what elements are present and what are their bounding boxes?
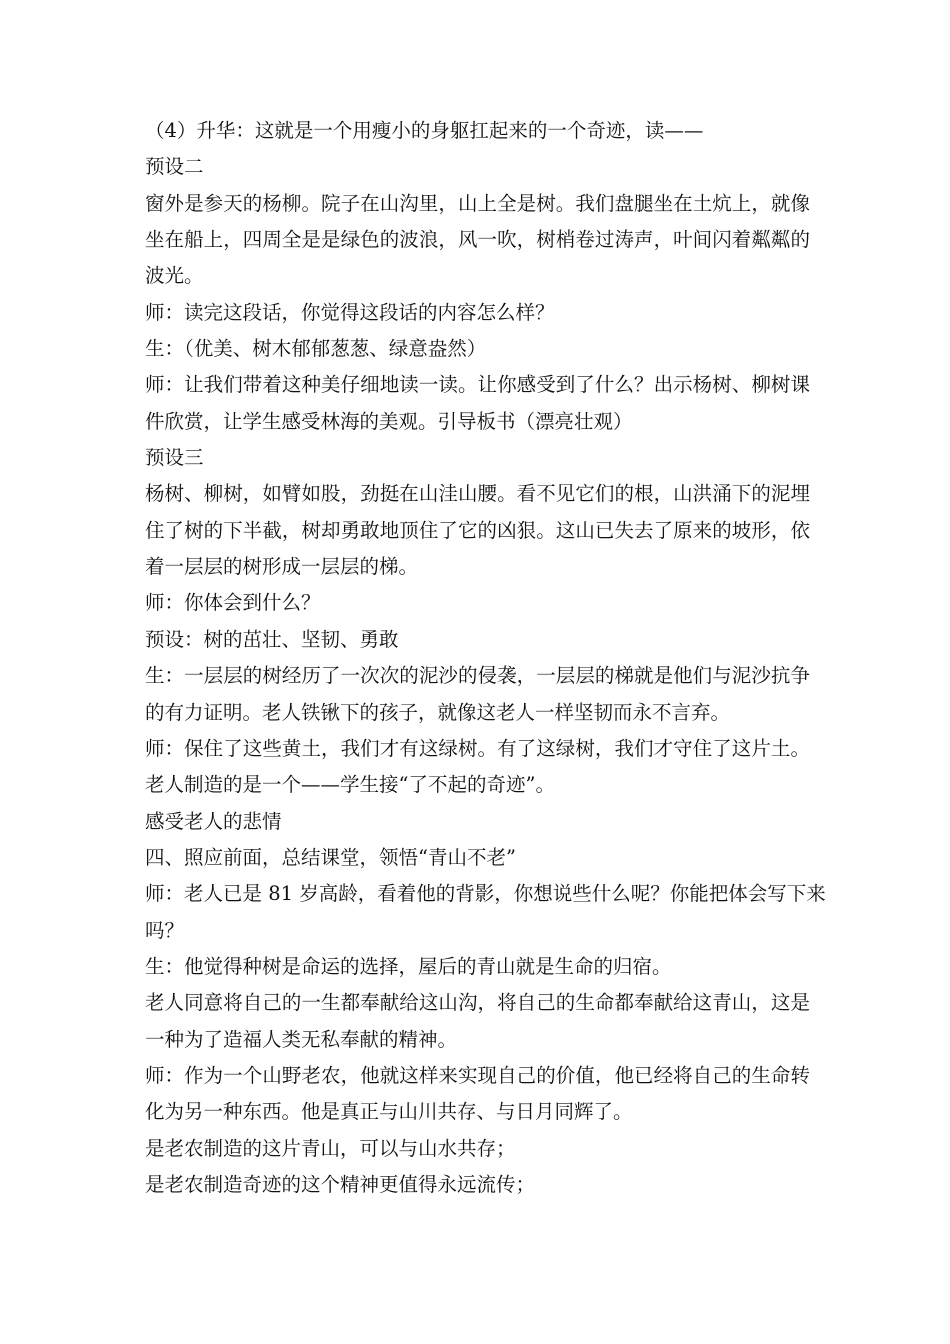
text-line: 一种为了造福人类无私奉献的精神。 [145, 1027, 458, 1051]
text-line: 四、照应前面，总结课堂，领悟“青山不老” [145, 845, 516, 869]
text-line: 生：他觉得种树是命运的选择，屋后的青山就是生命的归宿。 [145, 954, 672, 978]
text-line: 生：（优美、树木郁郁葱葱、绿意盎然） [145, 337, 487, 361]
text-line: 预设二 [145, 155, 204, 179]
text-line: 波光。 [145, 264, 204, 288]
text-line: 是老农制造奇迹的这个精神更值得永远流传； [145, 1172, 536, 1196]
text-line: 师：读完这段话，你觉得这段话的内容怎么样？ [145, 300, 555, 324]
text-line: 预设三 [145, 446, 204, 470]
text-line: 化为另一种东西。他是真正与山川共存、与日月同辉了。 [145, 1100, 633, 1124]
text-line: 老人同意将自己的一生都奉献给这山沟，将自己的生命都奉献给这青山，这是 [145, 991, 810, 1015]
text-line: 着一层层的树形成一层层的梯。 [145, 555, 419, 579]
text-line: 感受老人的悲情 [145, 809, 282, 833]
text-line: 老人制造的是一个——学生接“了不起的奇迹”。 [145, 773, 555, 797]
document-body [145, 113, 826, 1203]
text-line: 的有力证明。老人铁锹下的孩子，就像这老人一样坚韧而永不言弃。 [145, 700, 731, 724]
text-line: 师：保住了这些黄土，我们才有这绿树。有了这绿树，我们才守住了这片土。 [145, 736, 810, 760]
text-line: 生：一层层的树经历了一次次的泥沙的侵袭，一层层的梯就是他们与泥沙抗争 [145, 664, 810, 688]
text-line: 师：你体会到什么？ [145, 591, 321, 615]
text-line: 坐在船上，四周全是是绿色的波浪，风一吹，树梢卷过涛声，叶间闪着粼粼的 [145, 228, 810, 252]
text-line: 件欣赏，让学生感受林海的美观。引导板书（漂亮壮观） [145, 409, 633, 433]
text-line: （4）升华：这就是一个用瘦小的身躯扛起来的一个奇迹，读—— [145, 119, 704, 142]
text-line: 师：老人已是 81 岁高龄，看着他的背影，你想说些什么呢？你能把体会写下来 [145, 882, 826, 906]
text-line: 是老农制造的这片青山，可以与山水共存； [145, 1136, 516, 1160]
text-line: 师：作为一个山野老农，他就这样来实现自己的价值，他已经将自己的生命转 [145, 1063, 810, 1087]
text-line: 预设：树的茁壮、坚韧、勇敢 [145, 627, 399, 651]
text-line: 师：让我们带着这种美仔细地读一读。让你感受到了什么？出示杨树、柳树课 [145, 373, 810, 397]
text-line: 窗外是参天的杨柳。院子在山沟里，山上全是树。我们盘腿坐在土炕上，就像 [145, 191, 810, 215]
text-line: 杨树、柳树，如臂如股，劲挺在山洼山腰。看不见它们的根，山洪涌下的泥埋 [145, 482, 810, 506]
text-line: 住了树的下半截，树却勇敢地顶住了它的凶狠。这山已失去了原来的坡形，依 [145, 518, 810, 542]
text-line: 吗？ [145, 918, 185, 942]
